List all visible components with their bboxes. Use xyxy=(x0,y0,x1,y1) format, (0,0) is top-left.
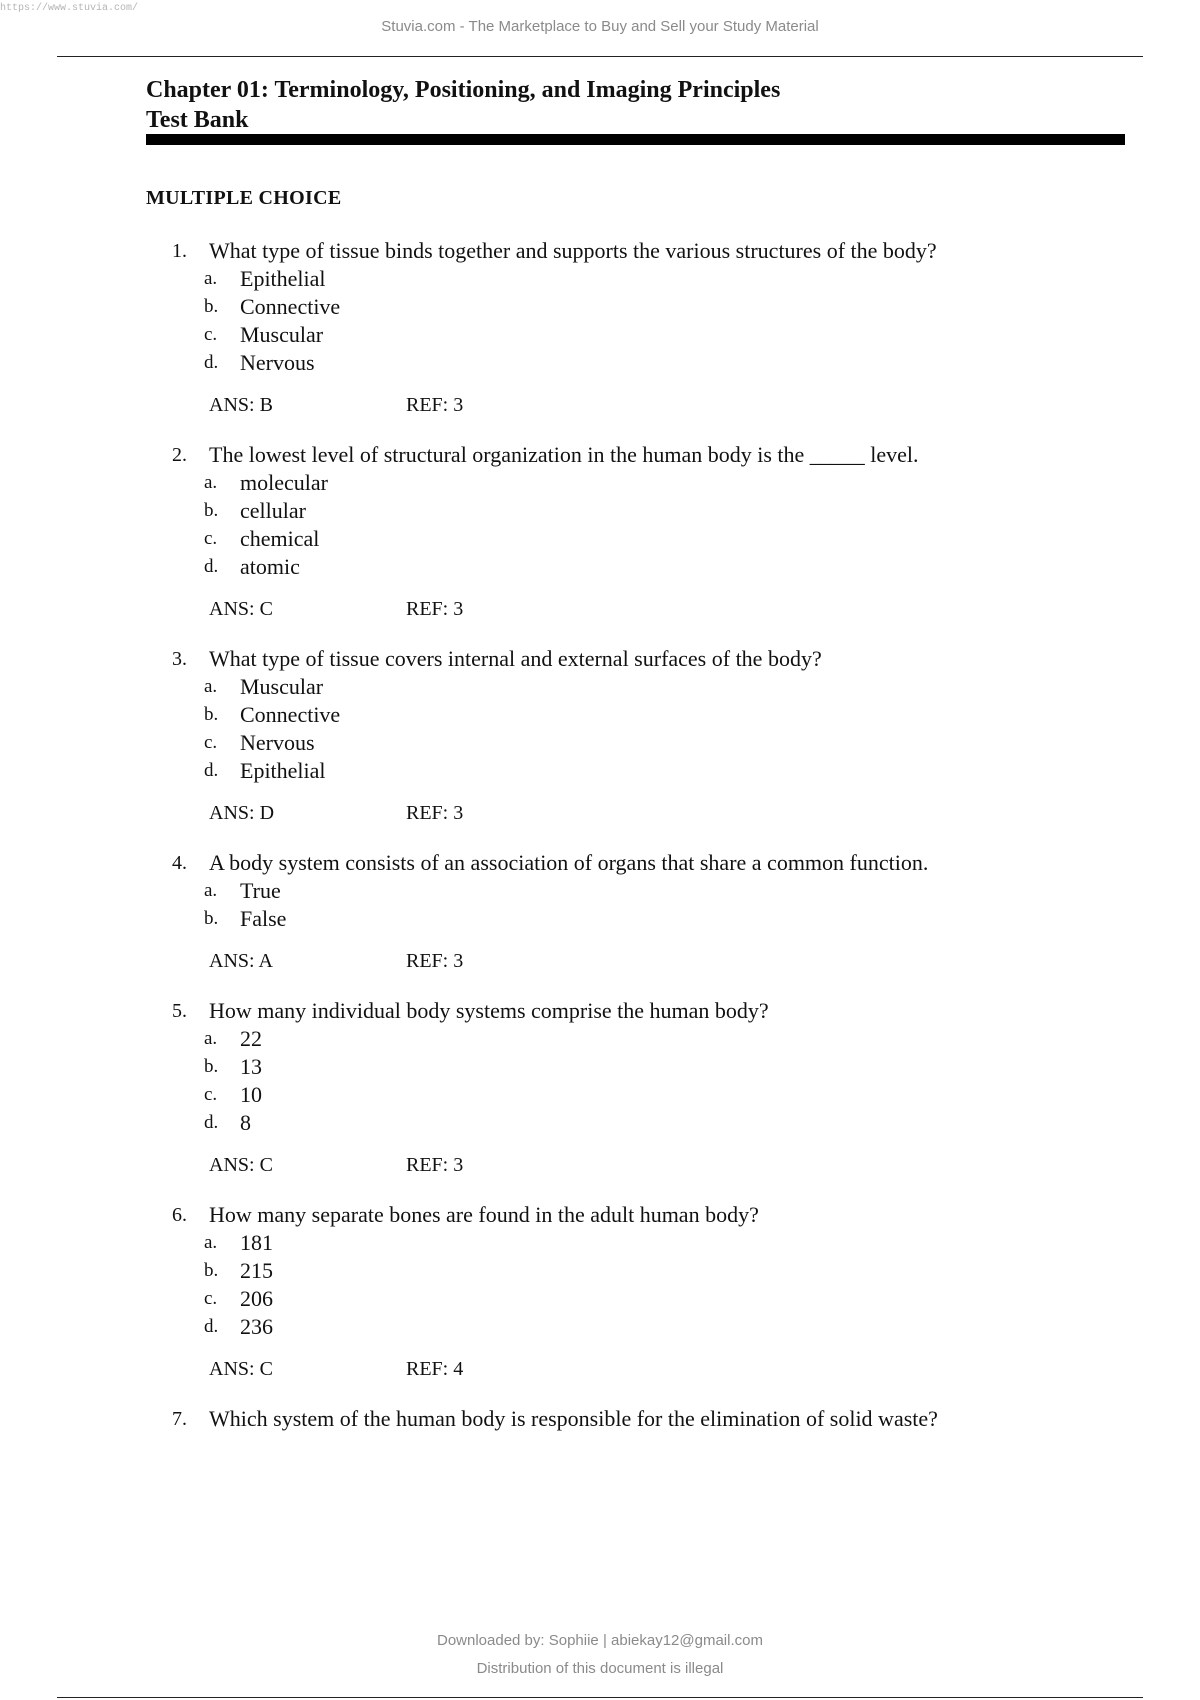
answer-option xyxy=(0,1229,1200,1257)
page-reference: REF: 4 xyxy=(406,1358,464,1380)
option-text: 8 xyxy=(240,1110,251,1135)
option-letter: a. xyxy=(204,472,218,493)
option-letter: b. xyxy=(204,500,219,521)
option-text: 215 xyxy=(240,1258,273,1283)
answer-option xyxy=(0,1025,1200,1053)
answer-option xyxy=(0,469,1200,497)
answer-option xyxy=(0,265,1200,293)
option-text: Nervous xyxy=(240,730,315,755)
option-text: chemical xyxy=(240,526,320,551)
answer-options xyxy=(0,265,1200,377)
document-title xyxy=(146,75,780,135)
answer-key-row xyxy=(0,799,1200,827)
answer-key-row xyxy=(0,1151,1200,1179)
answer-option xyxy=(0,349,1200,377)
page-reference: REF: 3 xyxy=(406,802,464,824)
page-header: Stuvia.com - The Marketplace to Buy and Sell your Study Material xyxy=(381,18,819,35)
option-text: True xyxy=(240,878,281,903)
title-bar xyxy=(146,134,1125,145)
title-line-1: Chapter 01: Terminology, Positioning, and Imaging Principles xyxy=(146,77,781,103)
title-line-2: Test Bank xyxy=(146,107,249,133)
answer-options xyxy=(0,877,1200,933)
question-text: Which system of the human body is responsible for the elimination of solid waste? xyxy=(209,1406,938,1431)
option-letter: d. xyxy=(204,1112,219,1133)
option-text: Epithelial xyxy=(240,266,326,291)
question-number: 1. xyxy=(172,240,187,262)
question-number: 6. xyxy=(172,1204,187,1226)
answer-options xyxy=(0,1025,1200,1137)
question-number: 2. xyxy=(172,444,187,466)
section-heading: MULTIPLE CHOICE xyxy=(146,187,342,209)
option-text: Epithelial xyxy=(240,758,326,783)
question-stem xyxy=(0,1405,1200,1433)
option-letter: a. xyxy=(204,676,218,697)
option-text: Connective xyxy=(240,294,341,319)
question-text: How many separate bones are found in the adult human body? xyxy=(209,1202,759,1227)
option-letter: b. xyxy=(204,1056,219,1077)
page-reference: REF: 3 xyxy=(406,394,464,416)
option-letter: b. xyxy=(204,704,219,725)
option-letter: c. xyxy=(204,528,218,549)
option-text: 10 xyxy=(240,1082,262,1107)
question-4 xyxy=(0,849,1200,975)
answer-key-row xyxy=(0,391,1200,419)
question-2 xyxy=(0,441,1200,623)
page-url: https://www.stuvia.com/ xyxy=(0,3,139,14)
option-text: atomic xyxy=(240,554,300,579)
question-stem xyxy=(0,441,1200,469)
option-letter: a. xyxy=(204,880,218,901)
option-letter: d. xyxy=(204,352,219,373)
answer-options xyxy=(0,673,1200,785)
option-text: cellular xyxy=(240,498,306,523)
question-1 xyxy=(0,237,1200,419)
answer-key: ANS: C xyxy=(209,598,273,620)
question-stem xyxy=(0,1201,1200,1229)
option-letter: b. xyxy=(204,1260,219,1281)
option-letter: a. xyxy=(204,1232,218,1253)
option-letter: b. xyxy=(204,908,219,929)
answer-key-row xyxy=(0,1355,1200,1383)
question-stem xyxy=(0,997,1200,1025)
option-letter: d. xyxy=(204,556,219,577)
option-letter: d. xyxy=(204,1316,219,1337)
question-stem xyxy=(0,849,1200,877)
page-reference: REF: 3 xyxy=(406,1154,464,1176)
answer-option xyxy=(0,729,1200,757)
option-letter: b. xyxy=(204,296,219,317)
answer-option xyxy=(0,553,1200,581)
answer-option xyxy=(0,1285,1200,1313)
answer-option xyxy=(0,497,1200,525)
option-letter: c. xyxy=(204,324,218,345)
option-letter: c. xyxy=(204,732,218,753)
option-letter: a. xyxy=(204,268,218,289)
answer-key-row xyxy=(0,947,1200,975)
option-text: Connective xyxy=(240,702,341,727)
answer-option xyxy=(0,293,1200,321)
answer-key-row xyxy=(0,595,1200,623)
option-letter: c. xyxy=(204,1288,218,1309)
answer-option xyxy=(0,1313,1200,1341)
question-6 xyxy=(0,1201,1200,1383)
answer-options xyxy=(0,469,1200,581)
question-3 xyxy=(0,645,1200,827)
option-text: molecular xyxy=(240,470,328,495)
footer-notice: Distribution of this document is illegal xyxy=(476,1660,724,1677)
question-text: What type of tissue binds together and supports the various structures of the body? xyxy=(209,238,937,263)
answer-option xyxy=(0,1257,1200,1285)
option-text: 206 xyxy=(240,1286,273,1311)
answer-option xyxy=(0,673,1200,701)
answer-option xyxy=(0,701,1200,729)
answer-option xyxy=(0,1053,1200,1081)
option-letter: d. xyxy=(204,760,219,781)
option-text: 13 xyxy=(240,1054,262,1079)
answer-option xyxy=(0,757,1200,785)
question-7 xyxy=(0,1405,1200,1433)
header-rule xyxy=(57,56,1143,57)
page-reference: REF: 3 xyxy=(406,950,464,972)
option-letter: c. xyxy=(204,1084,218,1105)
answer-option xyxy=(0,1081,1200,1109)
question-list xyxy=(0,237,1200,1455)
page-reference: REF: 3 xyxy=(406,598,464,620)
question-stem xyxy=(0,237,1200,265)
question-text: How many individual body systems comprise the human body? xyxy=(209,998,769,1023)
answer-option xyxy=(0,877,1200,905)
question-number: 4. xyxy=(172,852,187,874)
option-text: 236 xyxy=(240,1314,273,1339)
option-text: Muscular xyxy=(240,322,324,347)
option-letter: a. xyxy=(204,1028,218,1049)
option-text: Muscular xyxy=(240,674,324,699)
answer-key: ANS: C xyxy=(209,1358,273,1380)
option-text: False xyxy=(240,906,287,931)
question-number: 5. xyxy=(172,1000,187,1022)
footer-rule xyxy=(57,1697,1143,1698)
question-stem xyxy=(0,645,1200,673)
question-text: A body system consists of an association of organs that share a common function. xyxy=(209,850,929,875)
question-number: 7. xyxy=(172,1408,187,1430)
option-text: Nervous xyxy=(240,350,315,375)
question-5 xyxy=(0,997,1200,1179)
answer-key: ANS: A xyxy=(209,950,273,972)
question-number: 3. xyxy=(172,648,187,670)
answer-key: ANS: B xyxy=(209,394,273,416)
answer-key: ANS: D xyxy=(209,802,275,824)
question-text: The lowest level of structural organization in the human body is the _____ level. xyxy=(209,442,919,467)
answer-options xyxy=(0,1229,1200,1341)
question-text: What type of tissue covers internal and external surfaces of the body? xyxy=(209,646,822,671)
answer-option xyxy=(0,321,1200,349)
footer-download-info: Downloaded by: Sophiie | abiekay12@gmail.com xyxy=(437,1632,763,1649)
option-text: 181 xyxy=(240,1230,273,1255)
answer-key: ANS: C xyxy=(209,1154,273,1176)
answer-option xyxy=(0,525,1200,553)
answer-option xyxy=(0,1109,1200,1137)
option-text: 22 xyxy=(240,1026,262,1051)
answer-option xyxy=(0,905,1200,933)
